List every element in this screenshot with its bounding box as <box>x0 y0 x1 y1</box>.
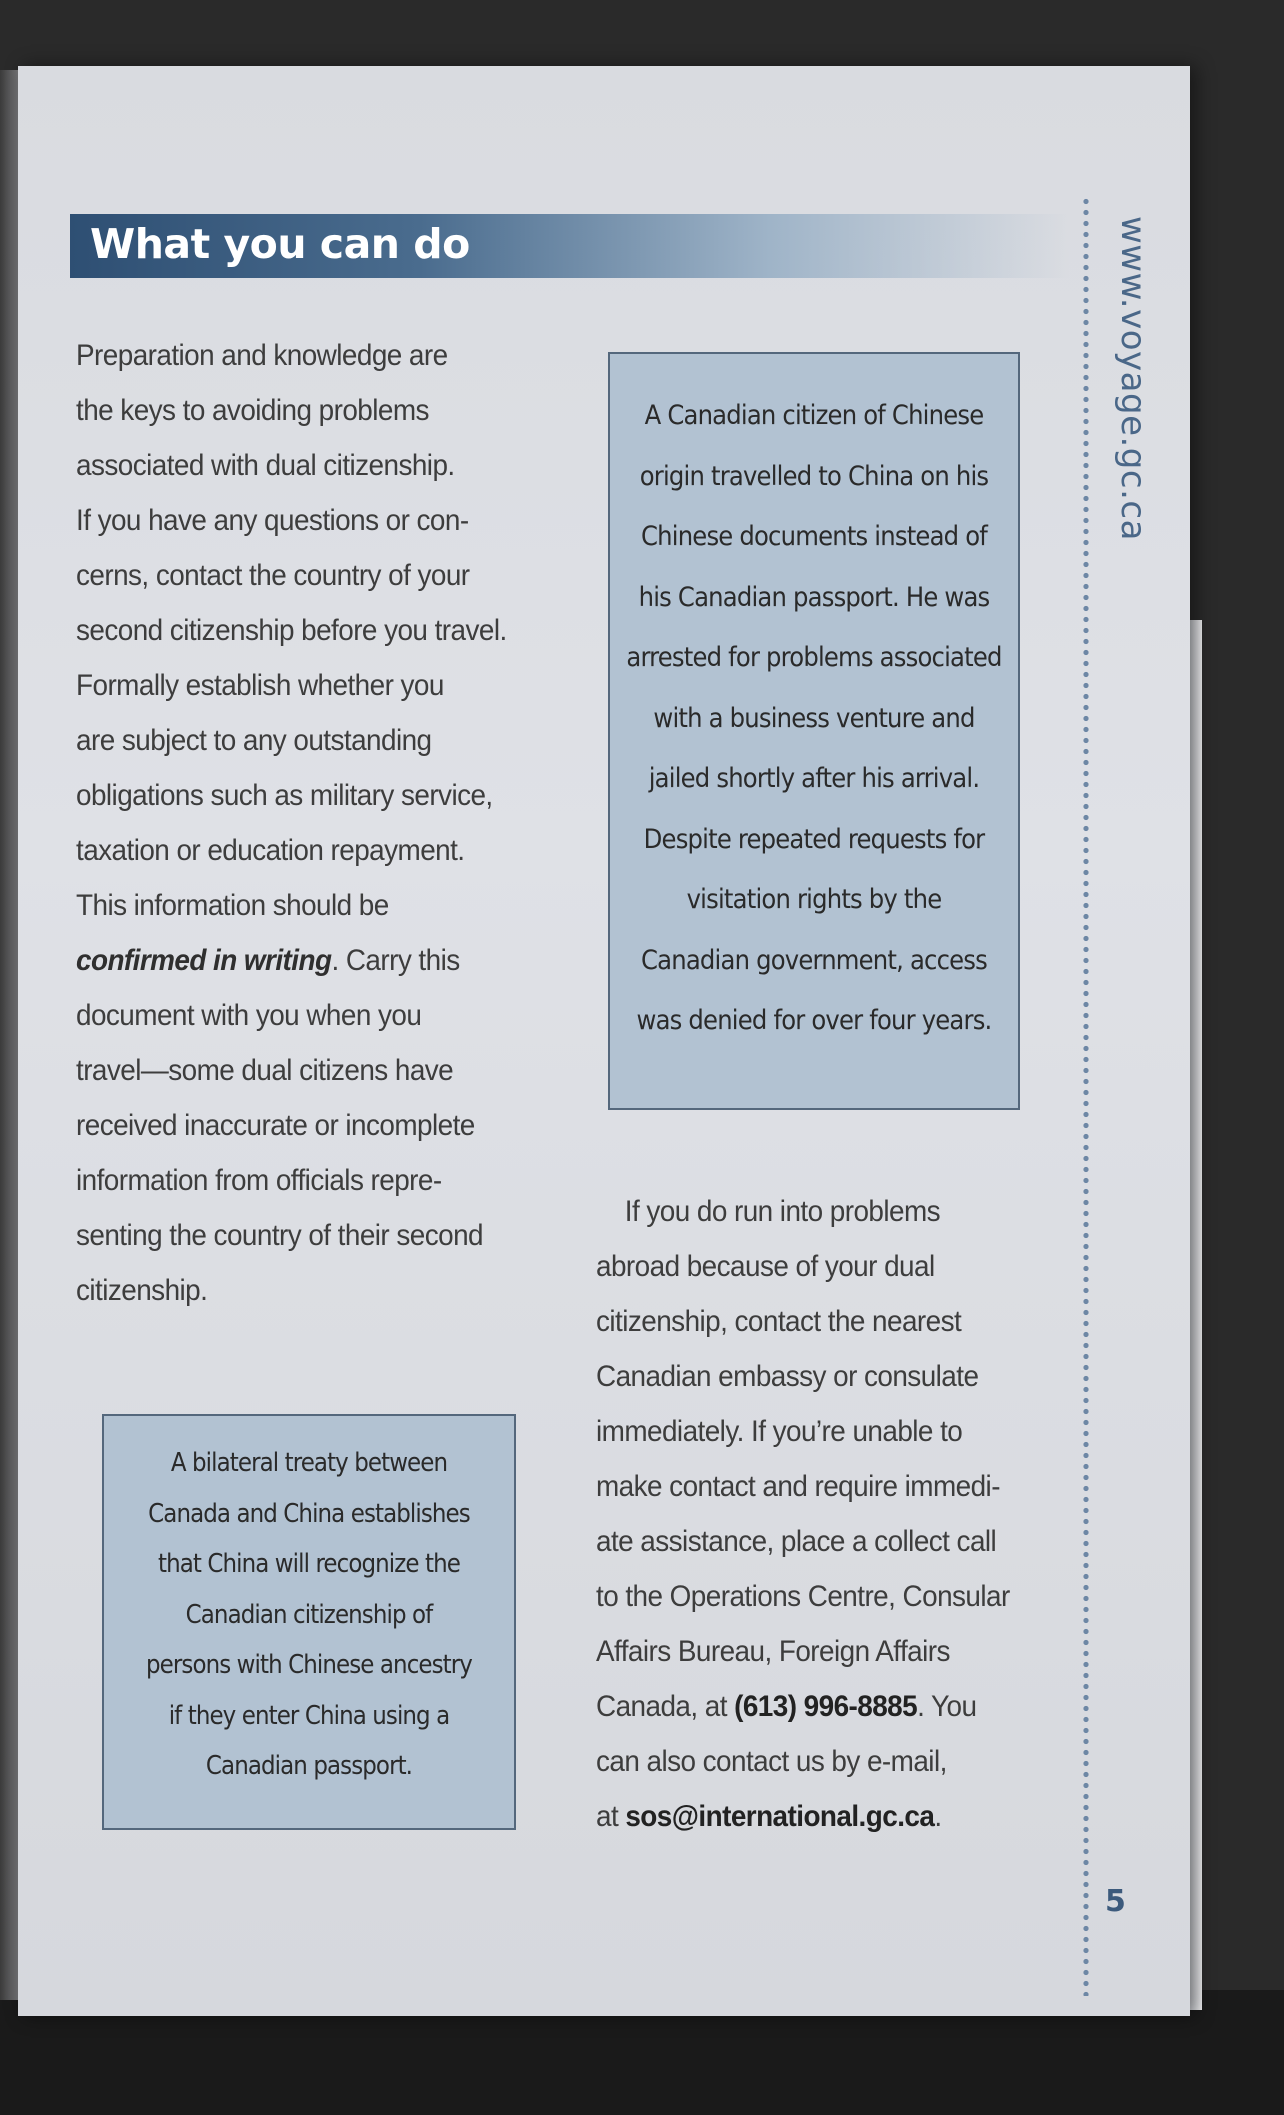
treaty-callout-box <box>102 1414 516 1830</box>
text-line: to the Operations Centre, Consular <box>596 1580 1010 1613</box>
text-line: associated with dual citizenship. <box>76 449 455 482</box>
text-line: abroad because of your dual <box>596 1250 935 1283</box>
text-line: Formally establish whether you <box>76 669 444 702</box>
booklet-page <box>18 66 1190 2016</box>
text-line: are subject to any outstanding <box>76 724 432 757</box>
callout-line: with a business venture and <box>653 702 975 734</box>
callout-line: jailed shortly after his arrival. <box>648 763 980 794</box>
text-fragment: . You <box>917 1690 977 1723</box>
left-column-text <box>76 328 536 1318</box>
dotted-margin-rule <box>1081 196 1091 1996</box>
text-fragment: at <box>596 1800 626 1833</box>
callout-line: visitation rights by the <box>686 884 942 915</box>
text-fragment: Canada, at <box>596 1690 735 1723</box>
text-line: cerns, contact the country of your <box>76 559 470 592</box>
text-line: obligations such as military service, <box>76 779 493 812</box>
phone-number: (613) 996-8885 <box>734 1690 918 1723</box>
text-line: citizenship, contact the nearest <box>596 1305 962 1338</box>
callout-line: Canadian passport. <box>205 1751 413 1781</box>
callout-line: that China will recognize the <box>158 1549 460 1579</box>
text-line: If you do run into problems <box>596 1195 941 1228</box>
callout-text <box>112 1438 506 1792</box>
text-line: Preparation and knowledge are <box>76 339 448 372</box>
callout-line: origin travelled to China on his <box>639 460 989 492</box>
text-line: information from officials repre- <box>76 1164 442 1197</box>
email-address: sos@international.gc.ca <box>625 1800 935 1833</box>
right-column-text <box>596 1184 1066 1844</box>
text-line: can also contact us by e-mail, <box>596 1745 947 1778</box>
callout-line: Canadian government, access <box>640 944 988 976</box>
text-line: If you have any questions or con- <box>76 504 469 537</box>
text-line <box>596 1789 1066 1844</box>
callout-line: persons with Chinese ancestry <box>146 1650 472 1680</box>
text-fragment: . Carry this <box>331 944 460 977</box>
text-line: citizenship. <box>76 1274 208 1307</box>
callout-line: was denied for over four years. <box>636 1005 992 1036</box>
text-line: taxation or education repayment. <box>76 834 465 867</box>
side-url: www.voyage.gc.ca <box>1113 216 1153 541</box>
page-number: 5 <box>1105 1884 1126 1919</box>
anecdote-callout-box <box>608 352 1020 1110</box>
section-heading: What you can do <box>90 220 470 268</box>
text-line: make contact and require immedi- <box>596 1470 1000 1503</box>
callout-line: Despite repeated requests for <box>643 823 985 855</box>
text-line: document with you when you <box>76 999 422 1032</box>
text-line: Canadian embassy or consulate <box>596 1360 979 1393</box>
callout-line: Chinese documents instead of <box>640 521 988 552</box>
text-line <box>76 933 536 988</box>
callout-line: arrested for problems associated <box>626 642 1002 673</box>
text-line: This information should be <box>76 889 389 922</box>
callout-text <box>620 386 1008 1052</box>
callout-line: his Canadian passport. He was <box>638 581 990 613</box>
callout-line: Canadian citizenship of <box>185 1599 433 1630</box>
text-line <box>596 1679 1066 1734</box>
page-edge <box>1190 620 1202 2010</box>
text-line: the keys to avoiding problems <box>76 394 429 427</box>
callout-line: A Canadian citizen of Chinese <box>644 400 984 431</box>
section-heading-bar <box>70 214 1070 278</box>
text-fragment: . <box>934 1800 942 1833</box>
text-line: second citizenship before you travel. <box>76 614 507 647</box>
text-line: Affairs Bureau, Foreign Affairs <box>596 1635 950 1668</box>
text-line: senting the country of their second <box>76 1219 483 1252</box>
callout-line: A bilateral treaty between <box>170 1448 448 1478</box>
text-line: received inaccurate or incomplete <box>76 1109 475 1142</box>
emphasis-text: confirmed in writing <box>76 944 332 977</box>
callout-line: if they enter China using a <box>168 1700 450 1731</box>
text-line: travel—some dual citizens have <box>76 1054 454 1087</box>
text-line: immediately. If you’re unable to <box>596 1415 963 1448</box>
text-line: ate assistance, place a collect call <box>596 1525 997 1558</box>
callout-line: Canada and China establishes <box>148 1498 470 1529</box>
